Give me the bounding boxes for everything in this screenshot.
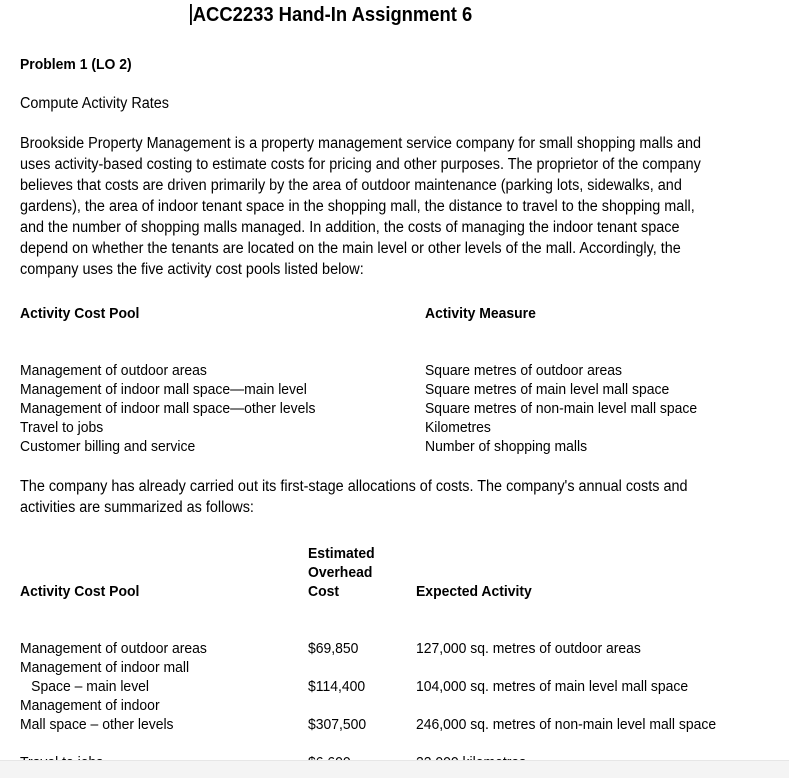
cell-activity: 127,000 sq. metres of outdoor areas: [416, 640, 641, 657]
table-row: [20, 658, 769, 677]
problem-heading: Problem 1 (LO 2): [20, 56, 132, 73]
intro-paragraph: Brookside Property Management is a property management service company for small shopping malls and uses activity-based costing to estimate costs for pricing and other purposes. The proprietor of the company believes that costs are driven primarily by the area of outdoor maintenance (parking lots, sidewalks, and gardens), the area of indoor tenant space in the shopping mall, the distance to travel to the shopping mall, and the number of shopping malls managed. In addition, the costs of managing the indoor tenant space depend on whether the tenants are located on the main level or other levels of the mall. Accordingly, the company uses the five activity cost pools listed below:: [20, 135, 702, 278]
cell-activity: 246,000 sq. metres of non-main level mall space: [416, 716, 717, 733]
cell-measure: Square metres of outdoor areas: [425, 362, 622, 379]
table-row: [20, 696, 769, 715]
table-row: [20, 399, 769, 418]
cell-pool: Management of outdoor areas: [20, 362, 207, 379]
cell-measure: Number of shopping malls: [425, 438, 588, 455]
cell-cost: $307,500: [308, 716, 367, 733]
table-row: [20, 677, 769, 696]
table-row: [20, 437, 769, 456]
header-cost: Cost: [308, 583, 340, 600]
table-row: [20, 715, 769, 753]
table-header-row: [20, 304, 769, 323]
compute-subheading: Compute Activity Rates: [20, 95, 170, 112]
header-activity-measure: Activity Measure: [425, 305, 536, 322]
cell-pool-line1: Management of indoor mall: [20, 659, 190, 676]
cell-activity: 104,000 sq. metres of main level mall space: [416, 678, 689, 695]
table-spacer: [20, 601, 769, 620]
table-spacer: [20, 342, 769, 361]
activity-pools-table: [20, 304, 769, 456]
cell-pool: Travel to jobs: [20, 419, 104, 436]
cell-pool-line2: Space – main level: [31, 678, 150, 695]
header-overhead: Overhead: [308, 564, 373, 581]
costs-table: [20, 544, 769, 772]
table-header-row: [20, 563, 769, 582]
header-activity-cost-pool: Activity Cost Pool: [20, 305, 140, 322]
cell-measure: Square metres of main level mall space: [425, 381, 670, 398]
table-row: [20, 639, 769, 658]
cell-pool: Customer billing and service: [20, 438, 196, 455]
document-title-text: ACC2233 Hand-In Assignment 6: [192, 4, 473, 26]
document-title: [190, 4, 472, 27]
table-row: [20, 380, 769, 399]
title-row: [20, 0, 769, 38]
table-spacer: [20, 620, 769, 639]
text-caret-icon: [190, 4, 192, 25]
cell-pool-line2: Mall space – other levels: [20, 716, 174, 733]
table-row: [20, 418, 769, 437]
cell-measure: Kilometres: [425, 419, 491, 436]
second-paragraph: The company has already carried out its first-stage allocations of costs. The company's annual costs and activities are summarized as follows:: [20, 478, 688, 516]
cell-pool: Management of outdoor areas: [20, 640, 207, 657]
cell-pool: Management of indoor mall space—other levels: [20, 400, 316, 417]
header-activity-cost-pool: Activity Cost Pool: [20, 583, 140, 600]
cell-pool-line1: Management of indoor: [20, 697, 160, 714]
cell-cost: $69,850: [308, 640, 359, 657]
table-header-row: [20, 544, 769, 563]
table-row: [20, 361, 769, 380]
table-header-row: [20, 582, 769, 601]
cell-pool: Management of indoor mall space—main level: [20, 381, 307, 398]
table-spacer: [20, 323, 769, 342]
header-estimated: Estimated: [308, 545, 375, 562]
cell-measure: Square metres of non-main level mall space: [425, 400, 698, 417]
header-expected-activity: Expected Activity: [416, 583, 532, 600]
cell-cost: $114,400: [308, 678, 366, 695]
page-bottom-strip: [0, 760, 789, 778]
